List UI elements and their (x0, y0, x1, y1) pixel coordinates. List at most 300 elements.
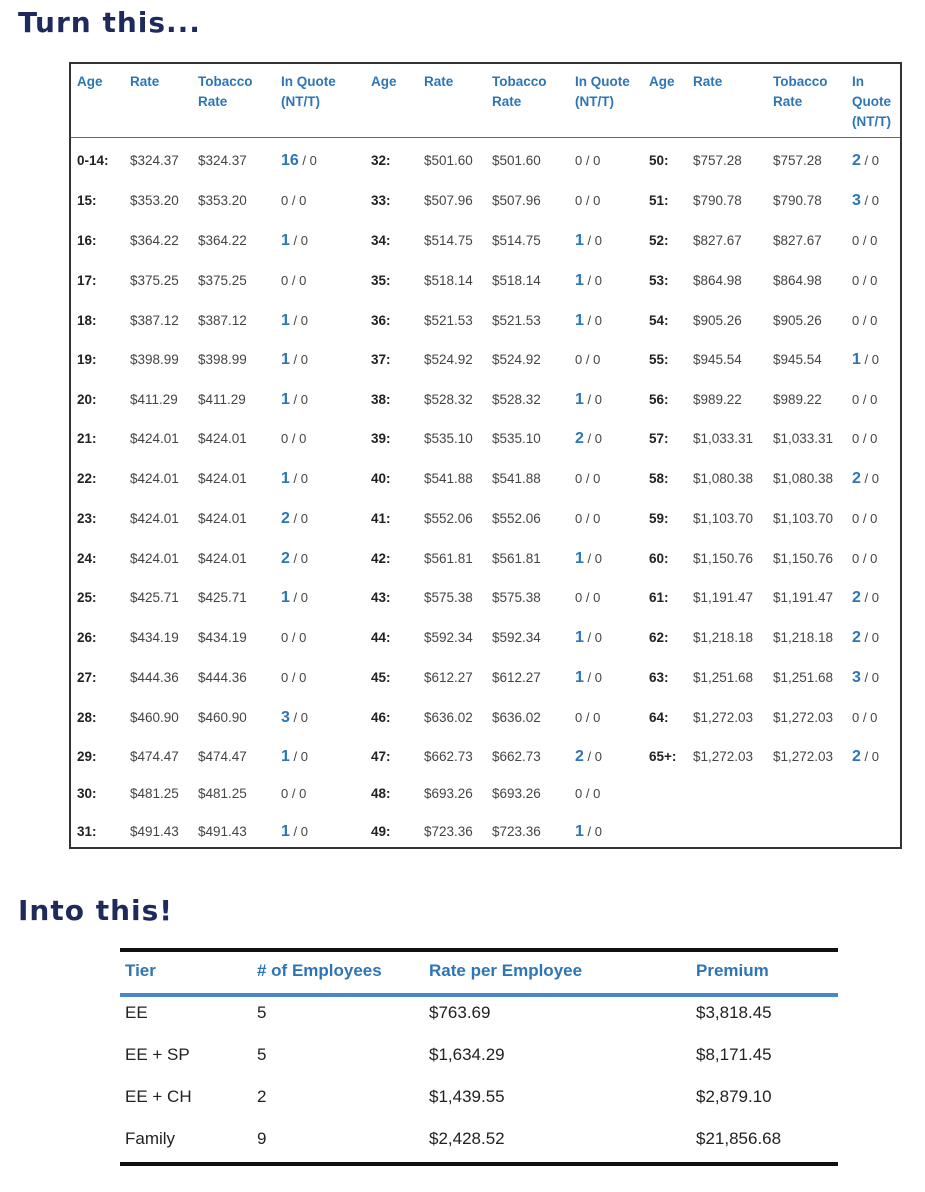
header-rate: Rate (693, 74, 723, 89)
rate-row (371, 270, 651, 292)
age-cell: 53: (649, 273, 669, 288)
rate-row (371, 627, 651, 649)
tobacco-rate-cell: $575.38 (492, 590, 541, 605)
age-cell: 17: (77, 273, 97, 288)
tier-cell: EE + CH (125, 1087, 192, 1106)
non-tobacco-count: 1 (575, 312, 584, 329)
tobacco-rate-cell: $864.98 (773, 273, 822, 288)
in-quote-cell (281, 190, 306, 212)
non-tobacco-count: 1 (281, 470, 290, 487)
age-cell: 51: (649, 193, 669, 208)
age-cell: 16: (77, 233, 97, 248)
rate-row (371, 230, 651, 252)
age-cell: 23: (77, 511, 97, 526)
header-rate: Rate (130, 74, 160, 89)
rate-row (649, 508, 925, 530)
tobacco-count: / 0 (860, 471, 879, 486)
rate-cell: $514.75 (424, 233, 473, 248)
in-quote-cell (575, 349, 600, 371)
in-quote-cell (281, 587, 308, 609)
non-tobacco-count: 2 (852, 589, 861, 606)
in-quote-cell (575, 389, 602, 411)
tobacco-count: / 0 (860, 153, 879, 168)
tobacco-rate-cell: $552.06 (492, 511, 541, 526)
rate-per-employee-cell: $2,428.52 (429, 1129, 505, 1148)
header-divider (120, 993, 838, 997)
rate-row (77, 349, 357, 371)
rate-row (649, 389, 925, 411)
tobacco-rate-cell: $535.10 (492, 431, 541, 446)
rate-cell: $636.02 (424, 710, 473, 725)
rate-cell: $1,272.03 (693, 710, 754, 725)
header-rate: Rate (424, 74, 454, 89)
rate-cell: $905.26 (693, 313, 742, 328)
tier-cell: EE + SP (125, 1045, 190, 1064)
in-quote-cell (852, 548, 877, 570)
header-tobacco-rate: Tobacco Rate (492, 74, 547, 109)
in-quote-cell (852, 389, 877, 411)
age-cell: 21: (77, 431, 97, 446)
tobacco-rate-cell: $989.22 (773, 392, 822, 407)
tobacco-count: 0 / 0 (852, 313, 878, 328)
tobacco-rate-cell: $790.78 (773, 193, 822, 208)
tobacco-rate-cell: $1,272.03 (773, 749, 834, 764)
rate-cell: $989.22 (693, 392, 742, 407)
non-tobacco-count: 2 (852, 748, 861, 765)
age-cell: 29: (77, 749, 97, 764)
age-cell: 31: (77, 824, 97, 839)
tobacco-count: / 0 (289, 710, 308, 725)
in-quote-cell (281, 707, 308, 729)
tobacco-count: / 0 (289, 392, 308, 407)
tobacco-count: / 0 (583, 670, 602, 685)
rate-cell: $1,272.03 (693, 749, 754, 764)
rate-cell: $353.20 (130, 193, 179, 208)
header-age: Age (371, 74, 397, 89)
rate-row (77, 230, 357, 252)
rate-cell: $1,033.31 (693, 431, 754, 446)
tobacco-rate-cell: $541.88 (492, 471, 541, 486)
tobacco-rate-cell: $375.25 (198, 273, 247, 288)
tobacco-count: / 0 (289, 511, 308, 526)
age-cell: 58: (649, 471, 669, 486)
rate-cell: $375.25 (130, 273, 179, 288)
tobacco-rate-cell: $460.90 (198, 710, 247, 725)
in-quote-cell (575, 150, 600, 172)
in-quote-cell (575, 821, 602, 843)
age-cell: 15: (77, 193, 97, 208)
non-tobacco-count: 2 (852, 470, 861, 487)
non-tobacco-count: 2 (281, 550, 290, 567)
in-quote-cell (281, 150, 317, 172)
in-quote-cell (852, 746, 879, 768)
tobacco-count: / 0 (289, 233, 308, 248)
non-tobacco-count: 1 (575, 232, 584, 249)
rate-row (371, 428, 651, 450)
rate-cell: $425.71 (130, 590, 179, 605)
header-in-quote: In Quote (NT/T) (281, 74, 336, 109)
tobacco-rate-cell: $1,251.68 (773, 670, 834, 685)
rate-row (77, 389, 357, 411)
age-cell: 50: (649, 153, 669, 168)
tobacco-count: 0 / 0 (852, 710, 878, 725)
premium-cell: $8,171.45 (696, 1045, 772, 1064)
tobacco-rate-cell: $528.32 (492, 392, 541, 407)
age-cell: 40: (371, 471, 391, 486)
tobacco-rate-cell: $424.01 (198, 471, 247, 486)
tobacco-count: / 0 (289, 352, 308, 367)
age-cell: 30: (77, 786, 97, 801)
tobacco-count: / 0 (583, 313, 602, 328)
age-cell: 59: (649, 511, 669, 526)
tobacco-rate-cell: $723.36 (492, 824, 541, 839)
tobacco-rate-cell: $444.36 (198, 670, 247, 685)
tobacco-count: 0 / 0 (575, 193, 601, 208)
header-age: Age (649, 74, 675, 89)
rate-row (371, 707, 651, 729)
age-cell: 45: (371, 670, 391, 685)
non-tobacco-count: 1 (281, 391, 290, 408)
tobacco-count: 0 / 0 (575, 786, 601, 801)
in-quote-cell (281, 389, 308, 411)
premium-row (120, 1003, 838, 1027)
non-tobacco-count: 2 (281, 510, 290, 527)
heading-turn-this: Turn this... (18, 6, 201, 39)
rate-row (649, 270, 925, 292)
in-quote-cell (575, 746, 602, 768)
age-cell: 46: (371, 710, 391, 725)
header-rate: Rate per Employee (429, 961, 583, 980)
rate-cell: $424.01 (130, 431, 179, 446)
tobacco-count: 0 / 0 (281, 786, 307, 801)
rate-row (77, 468, 357, 490)
tobacco-count: 0 / 0 (852, 431, 878, 446)
tobacco-rate-cell: $507.96 (492, 193, 541, 208)
age-cell: 44: (371, 630, 391, 645)
tobacco-count: 0 / 0 (852, 233, 878, 248)
employees-cell: 5 (257, 1045, 267, 1064)
non-tobacco-count: 1 (575, 272, 584, 289)
age-cell: 32: (371, 153, 391, 168)
tobacco-count: / 0 (583, 233, 602, 248)
tobacco-count: / 0 (289, 749, 308, 764)
in-quote-cell (575, 548, 602, 570)
in-quote-cell (575, 428, 602, 450)
age-cell: 62: (649, 630, 669, 645)
tobacco-count: / 0 (289, 471, 308, 486)
rate-row (77, 190, 357, 212)
tobacco-rate-cell: $424.01 (198, 431, 247, 446)
rate-row (649, 428, 925, 450)
rate-row (649, 707, 925, 729)
rate-cell: $444.36 (130, 670, 179, 685)
tobacco-rate-cell: $364.22 (198, 233, 247, 248)
rate-row (649, 746, 925, 768)
heading-into-this: Into this! (18, 894, 174, 927)
non-tobacco-count: 1 (575, 391, 584, 408)
tobacco-count: 0 / 0 (852, 273, 878, 288)
tobacco-rate-cell: $1,272.03 (773, 710, 834, 725)
rate-row (649, 468, 925, 490)
tobacco-rate-cell: $353.20 (198, 193, 247, 208)
in-quote-cell (281, 270, 306, 292)
tobacco-rate-cell: $514.75 (492, 233, 541, 248)
rate-cell: $1,103.70 (693, 511, 754, 526)
non-tobacco-count: 3 (852, 192, 861, 209)
tobacco-count: 0 / 0 (281, 431, 307, 446)
tobacco-count: 0 / 0 (281, 670, 307, 685)
rate-per-employee-cell: $1,439.55 (429, 1087, 505, 1106)
rate-cell: $693.26 (424, 786, 473, 801)
tobacco-rate-cell: $612.27 (492, 670, 541, 685)
in-quote-cell (575, 667, 602, 689)
premium-row (120, 1087, 838, 1111)
in-quote-cell (281, 821, 308, 843)
tobacco-count: 0 / 0 (575, 471, 601, 486)
rate-cell: $398.99 (130, 352, 179, 367)
tobacco-rate-cell: $905.26 (773, 313, 822, 328)
tobacco-count: / 0 (298, 153, 317, 168)
rate-cell: $424.01 (130, 551, 179, 566)
age-cell: 41: (371, 511, 391, 526)
header-in-quote: In Quote (NT/T) (852, 74, 891, 129)
in-quote-cell (281, 746, 308, 768)
rate-row (77, 627, 357, 649)
tobacco-rate-cell: $424.01 (198, 511, 247, 526)
age-cell: 48: (371, 786, 391, 801)
in-quote-cell (852, 428, 877, 450)
tobacco-rate-cell: $1,103.70 (773, 511, 834, 526)
non-tobacco-count: 1 (575, 669, 584, 686)
tobacco-count: 0 / 0 (575, 153, 601, 168)
tobacco-rate-cell: $1,080.38 (773, 471, 834, 486)
rate-cell: $474.47 (130, 749, 179, 764)
rate-cell: $790.78 (693, 193, 742, 208)
age-cell: 60: (649, 551, 669, 566)
tobacco-count: 0 / 0 (281, 273, 307, 288)
non-tobacco-count: 2 (852, 629, 861, 646)
in-quote-cell (852, 707, 877, 729)
non-tobacco-count: 1 (281, 232, 290, 249)
tobacco-rate-cell: $474.47 (198, 749, 247, 764)
tobacco-count: 0 / 0 (281, 630, 307, 645)
non-tobacco-count: 1 (281, 351, 290, 368)
rate-row (371, 587, 651, 609)
in-quote-cell (852, 150, 879, 172)
rate-per-employee-cell: $763.69 (429, 1003, 491, 1022)
tobacco-count: / 0 (860, 630, 879, 645)
non-tobacco-count: 3 (852, 669, 861, 686)
tobacco-count: / 0 (583, 749, 602, 764)
in-quote-cell (281, 508, 308, 530)
tobacco-rate-cell: $1,033.31 (773, 431, 834, 446)
rate-cell: $662.73 (424, 749, 473, 764)
in-quote-cell (575, 310, 602, 332)
tobacco-rate-cell: $425.71 (198, 590, 247, 605)
rate-cell: $1,251.68 (693, 670, 754, 685)
rate-row (371, 746, 651, 768)
rate-row (371, 508, 651, 530)
tobacco-count: 0 / 0 (575, 590, 601, 605)
tobacco-count: 0 / 0 (575, 511, 601, 526)
rate-row (77, 783, 357, 805)
tobacco-count: 0 / 0 (575, 710, 601, 725)
rate-cell: $541.88 (424, 471, 473, 486)
non-tobacco-count: 16 (281, 152, 299, 169)
non-tobacco-count: 1 (575, 823, 584, 840)
age-cell: 28: (77, 710, 97, 725)
table-top-rule (120, 948, 838, 952)
rate-cell: $481.25 (130, 786, 179, 801)
premium-cell: $21,856.68 (696, 1129, 782, 1148)
age-cell: 25: (77, 590, 97, 605)
age-cell: 0-14: (77, 153, 109, 168)
rate-row (371, 783, 651, 805)
in-quote-cell (281, 230, 308, 252)
tobacco-count: / 0 (289, 313, 308, 328)
tobacco-rate-cell: $757.28 (773, 153, 822, 168)
header-tier: Tier (125, 961, 156, 980)
header-tobacco-rate: Tobacco Rate (198, 74, 253, 109)
in-quote-cell (281, 468, 308, 490)
rate-per-employee-cell: $1,634.29 (429, 1045, 505, 1064)
tier-cell: Family (125, 1129, 176, 1148)
rate-row (371, 310, 651, 332)
tobacco-count: / 0 (289, 824, 308, 839)
in-quote-cell (575, 468, 600, 490)
rate-cell: $518.14 (424, 273, 473, 288)
age-cell: 42: (371, 551, 391, 566)
age-cell: 39: (371, 431, 391, 446)
age-cell: 38: (371, 392, 391, 407)
tobacco-rate-cell: $945.54 (773, 352, 822, 367)
in-quote-cell (281, 548, 308, 570)
tobacco-count: / 0 (583, 824, 602, 839)
in-quote-cell (575, 627, 602, 649)
tobacco-rate-cell: $827.67 (773, 233, 822, 248)
in-quote-cell (852, 230, 877, 252)
tobacco-rate-cell: $561.81 (492, 551, 541, 566)
age-cell: 52: (649, 233, 669, 248)
in-quote-cell (575, 230, 602, 252)
rate-cell: $552.06 (424, 511, 473, 526)
rate-cell: $424.01 (130, 511, 179, 526)
rate-row (77, 587, 357, 609)
rate-cell: $945.54 (693, 352, 742, 367)
rate-cell: $460.90 (130, 710, 179, 725)
premium-row (120, 1045, 838, 1069)
header-in-quote: In Quote (NT/T) (575, 74, 630, 109)
in-quote-cell (575, 190, 600, 212)
rate-cell: $507.96 (424, 193, 473, 208)
tier-cell: EE (125, 1003, 148, 1022)
rate-row (371, 349, 651, 371)
tobacco-count: / 0 (583, 273, 602, 288)
tobacco-rate-cell: $491.43 (198, 824, 247, 839)
rate-cell: $612.27 (424, 670, 473, 685)
age-cell: 26: (77, 630, 97, 645)
header-premium: Premium (696, 961, 769, 980)
tobacco-count: / 0 (860, 352, 879, 367)
rate-cell: $1,191.47 (693, 590, 754, 605)
tobacco-rate-cell: $324.37 (198, 153, 247, 168)
in-quote-cell (281, 428, 306, 450)
rate-cell: $575.38 (424, 590, 473, 605)
in-quote-cell (281, 310, 308, 332)
age-cell: 54: (649, 313, 669, 328)
employees-cell: 9 (257, 1129, 267, 1148)
age-cell: 43: (371, 590, 391, 605)
rate-row (649, 230, 925, 252)
rate-row (77, 548, 357, 570)
rate-cell: $723.36 (424, 824, 473, 839)
non-tobacco-count: 1 (575, 550, 584, 567)
rate-cell: $1,080.38 (693, 471, 754, 486)
in-quote-cell (852, 587, 879, 609)
tobacco-rate-cell: $693.26 (492, 786, 541, 801)
header-tobacco-rate: Tobacco Rate (773, 74, 828, 109)
age-rate-table (69, 62, 902, 849)
rate-cell: $592.34 (424, 630, 473, 645)
tobacco-count: / 0 (860, 670, 879, 685)
tobacco-count: 0 / 0 (575, 352, 601, 367)
tobacco-count: / 0 (860, 193, 879, 208)
rate-row (371, 150, 651, 172)
rate-row (371, 389, 651, 411)
rate-cell: $364.22 (130, 233, 179, 248)
tobacco-count: / 0 (583, 551, 602, 566)
in-quote-cell (575, 270, 602, 292)
tobacco-rate-cell: $1,150.76 (773, 551, 834, 566)
premium-cell: $3,818.45 (696, 1003, 772, 1022)
age-cell: 49: (371, 824, 391, 839)
rate-cell: $864.98 (693, 273, 742, 288)
age-cell: 37: (371, 352, 391, 367)
in-quote-cell (575, 508, 600, 530)
premium-table (120, 948, 838, 1168)
rate-row (649, 667, 925, 689)
rate-cell: $424.01 (130, 471, 179, 486)
in-quote-cell (852, 667, 879, 689)
rate-row (371, 468, 651, 490)
age-cell: 55: (649, 352, 669, 367)
rate-row (649, 587, 925, 609)
in-quote-cell (281, 667, 306, 689)
tobacco-rate-cell: $398.99 (198, 352, 247, 367)
rate-cell: $757.28 (693, 153, 742, 168)
in-quote-cell (281, 783, 306, 805)
rate-row (371, 821, 651, 843)
in-quote-cell (852, 508, 877, 530)
header-divider (71, 137, 900, 138)
tobacco-rate-cell: $387.12 (198, 313, 247, 328)
tobacco-count: 0 / 0 (852, 392, 878, 407)
premium-row (120, 1129, 838, 1153)
tobacco-rate-cell: $481.25 (198, 786, 247, 801)
non-tobacco-count: 1 (281, 823, 290, 840)
non-tobacco-count: 1 (852, 351, 861, 368)
non-tobacco-count: 1 (281, 748, 290, 765)
in-quote-cell (281, 627, 306, 649)
rate-row (649, 349, 925, 371)
age-cell: 27: (77, 670, 97, 685)
tobacco-rate-cell: $518.14 (492, 273, 541, 288)
age-cell: 47: (371, 749, 391, 764)
age-cell: 20: (77, 392, 97, 407)
premium-cell: $2,879.10 (696, 1087, 772, 1106)
table-bottom-rule (120, 1162, 838, 1166)
rate-row (649, 627, 925, 649)
